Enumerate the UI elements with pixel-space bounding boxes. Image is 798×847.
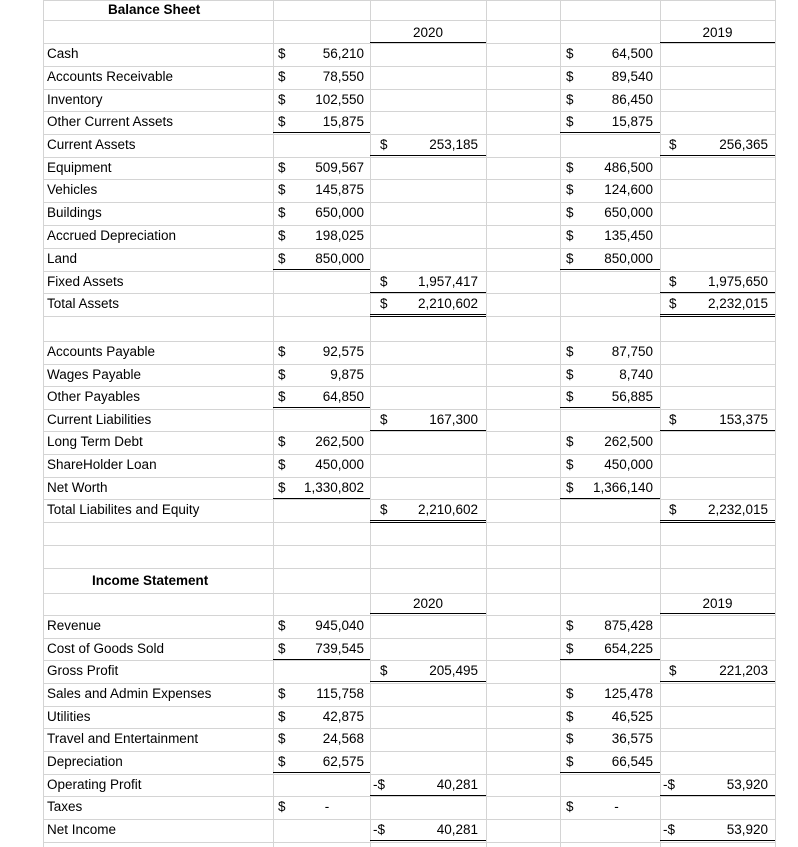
- amount-2020: 62,575: [322, 754, 364, 769]
- amount-2020: 78,550: [322, 69, 364, 84]
- underline: [273, 407, 370, 408]
- dollar-sign: -$: [373, 822, 386, 837]
- underline: [660, 681, 775, 682]
- row-label: Cost of Goods Sold: [47, 641, 165, 656]
- dollar-sign: $: [278, 618, 286, 633]
- row-label: Current Liabilities: [47, 412, 152, 427]
- dollar-sign: $: [566, 69, 574, 84]
- underline: [560, 659, 660, 660]
- dollar-sign: $: [278, 228, 286, 243]
- dollar-sign: $: [566, 641, 574, 656]
- dollar-sign: $: [566, 251, 574, 266]
- dollar-sign: $: [278, 754, 286, 769]
- row-label: Net Worth: [47, 480, 108, 495]
- total-2019: 153,375: [719, 412, 768, 427]
- dollar-sign: $: [380, 663, 388, 678]
- amount-2019: 262,500: [604, 434, 653, 449]
- amount-2019: 8,740: [619, 367, 653, 382]
- row-label: Total Assets: [47, 296, 120, 311]
- row-label: Other Payables: [47, 389, 141, 404]
- amount-2019: 654,225: [604, 641, 653, 656]
- row-label: Wages Payable: [47, 367, 142, 382]
- income-year-2019: 2019: [702, 596, 733, 611]
- gridline: [560, 0, 561, 847]
- total-2020: 40,281: [436, 777, 478, 792]
- total-2020: 1,957,417: [417, 274, 478, 289]
- amount-2020: 115,758: [316, 686, 364, 701]
- dollar-sign: $: [669, 296, 677, 311]
- dollar-sign: $: [669, 137, 677, 152]
- gridline: [43, 431, 775, 432]
- double-underline: [370, 520, 486, 523]
- amount-2019: 875,428: [604, 618, 653, 633]
- row-label: Accounts Receivable: [47, 69, 174, 84]
- gridline: [43, 20, 775, 21]
- amount-2019: 86,450: [611, 92, 653, 107]
- gridline: [43, 179, 775, 180]
- gridline: [43, 477, 775, 478]
- amount-2020: 198,025: [315, 228, 364, 243]
- dollar-sign: -$: [663, 777, 676, 792]
- dollar-sign: $: [380, 274, 388, 289]
- total-2020: 205,495: [429, 663, 478, 678]
- amount-2020: 1,330,802: [303, 480, 364, 495]
- dollar-sign: $: [278, 114, 286, 129]
- row-label: Taxes: [47, 799, 83, 814]
- row-label: Utilities: [47, 709, 91, 724]
- row-label: Fixed Assets: [47, 274, 124, 289]
- dollar-sign: $: [380, 296, 388, 311]
- row-label: Accrued Depreciation: [47, 228, 177, 243]
- gridline: [43, 248, 775, 249]
- underline: [560, 498, 660, 499]
- dollar-sign: $: [566, 367, 574, 382]
- underline: [660, 42, 775, 43]
- row-label: Land: [47, 251, 78, 266]
- row-label: Long Term Debt: [47, 434, 143, 449]
- gridline: [370, 0, 371, 847]
- row-label: Accounts Payable: [47, 344, 156, 359]
- dollar-sign: $: [278, 46, 286, 61]
- underline: [273, 498, 370, 499]
- amount-2019: 66,545: [611, 754, 653, 769]
- total-2019: 221,203: [719, 663, 768, 678]
- dollar-sign: $: [566, 457, 574, 472]
- dollar-sign: $: [566, 686, 574, 701]
- amount-2020: 450,000: [315, 457, 364, 472]
- total-2019: 1,975,650: [707, 274, 768, 289]
- underline: [273, 132, 370, 133]
- amount-2019: 124,600: [604, 182, 653, 197]
- amount-2020: 42,875: [322, 709, 364, 724]
- income-year-2020: 2020: [412, 596, 444, 611]
- total-2019: 256,365: [719, 137, 768, 152]
- dollar-sign: $: [566, 228, 574, 243]
- underline: [273, 659, 370, 660]
- dollar-sign: $: [566, 709, 574, 724]
- dollar-sign: $: [566, 799, 574, 814]
- underline: [370, 795, 486, 796]
- dollar-sign: $: [566, 114, 574, 129]
- underline: [560, 772, 660, 773]
- underline: [370, 42, 486, 43]
- underline: [370, 840, 486, 841]
- gridline: [43, 89, 775, 90]
- gridline: [43, 386, 775, 387]
- dollar-sign: $: [278, 641, 286, 656]
- dollar-sign: $: [278, 434, 286, 449]
- dollar-sign: $: [278, 251, 286, 266]
- dollar-sign: $: [278, 480, 286, 495]
- underline: [370, 681, 486, 682]
- underline: [560, 132, 660, 133]
- dollar-sign: -$: [373, 777, 386, 792]
- dollar-sign: $: [278, 344, 286, 359]
- dollar-sign: $: [566, 389, 574, 404]
- row-label: Cash: [47, 46, 79, 61]
- balance-sheet-title: Balance Sheet: [108, 2, 201, 17]
- gridline: [43, 706, 775, 707]
- underline: [560, 269, 660, 270]
- dollar-sign: $: [380, 137, 388, 152]
- amount-2020: 945,040: [315, 618, 364, 633]
- amount-2019: 89,540: [611, 69, 653, 84]
- gridline: [775, 0, 776, 847]
- amount-2019: 135,450: [604, 228, 653, 243]
- amount-2020: 15,875: [322, 114, 364, 129]
- amount-2019: 64,500: [611, 46, 653, 61]
- amount-2020: 650,000: [315, 205, 364, 220]
- amount-2020: 145,875: [315, 182, 364, 197]
- amount-2019: 46,525: [611, 709, 653, 724]
- total-2020: 2,210,602: [417, 296, 478, 311]
- dollar-sign: $: [278, 709, 286, 724]
- dollar-sign: $: [669, 412, 677, 427]
- double-underline: [660, 520, 775, 523]
- amount-2020: 102,550: [315, 92, 364, 107]
- total-2019: 53,920: [726, 777, 768, 792]
- total-2020: 167,300: [429, 412, 478, 427]
- gridline: [43, 751, 775, 752]
- underline: [370, 613, 486, 614]
- dollar-sign: $: [566, 754, 574, 769]
- dollar-sign: $: [278, 686, 286, 701]
- amount-2019: 450,000: [604, 457, 653, 472]
- row-label: Other Current Assets: [47, 114, 174, 129]
- gridline: [43, 796, 775, 797]
- amount-2019: 36,575: [611, 731, 653, 746]
- amount-2019: 850,000: [604, 251, 653, 266]
- underline: [660, 613, 775, 614]
- dollar-sign: $: [380, 412, 388, 427]
- dollar-sign: $: [278, 205, 286, 220]
- amount-2020: 9,875: [330, 367, 364, 382]
- dollar-sign: $: [566, 182, 574, 197]
- row-label: Operating Profit: [47, 777, 142, 792]
- amount-2020: -: [324, 799, 330, 814]
- dollar-sign: $: [669, 502, 677, 517]
- underline: [660, 155, 775, 156]
- row-label: Vehicles: [47, 182, 98, 197]
- dollar-sign: $: [566, 46, 574, 61]
- dollar-sign: $: [566, 92, 574, 107]
- row-label: Gross Profit: [47, 663, 119, 678]
- amount-2020: 262,500: [315, 434, 364, 449]
- dollar-sign: $: [566, 205, 574, 220]
- dollar-sign: $: [566, 160, 574, 175]
- dollar-sign: $: [566, 618, 574, 633]
- underline: [273, 772, 370, 773]
- amount-2020: 64,850: [322, 389, 364, 404]
- amount-2020: 850,000: [315, 251, 364, 266]
- dollar-sign: $: [278, 389, 286, 404]
- amount-2020: 56,210: [322, 46, 364, 61]
- row-label: Travel and Entertainment: [47, 731, 199, 746]
- amount-2019: 87,750: [611, 344, 653, 359]
- row-label: Inventory: [47, 92, 103, 107]
- dollar-sign: $: [278, 367, 286, 382]
- underline: [660, 430, 775, 431]
- dollar-sign: $: [278, 457, 286, 472]
- amount-2020: 92,575: [322, 344, 364, 359]
- dollar-sign: $: [566, 480, 574, 495]
- underline: [560, 407, 660, 408]
- amount-2019: 56,885: [611, 389, 653, 404]
- dollar-sign: $: [278, 799, 286, 814]
- amount-2020: 24,568: [322, 731, 364, 746]
- dollar-sign: $: [669, 274, 677, 289]
- underline: [660, 840, 775, 841]
- gridline: [660, 0, 661, 847]
- gridline: [43, 157, 775, 158]
- dollar-sign: $: [669, 663, 677, 678]
- double-underline: [660, 314, 775, 317]
- row-label: Sales and Admin Expenses: [47, 686, 212, 701]
- dollar-sign: $: [278, 731, 286, 746]
- row-label: Buildings: [47, 205, 102, 220]
- dollar-sign: $: [278, 69, 286, 84]
- total-2019: 2,232,015: [707, 296, 768, 311]
- gridline: [43, 568, 775, 569]
- total-2019: 2,232,015: [707, 502, 768, 517]
- row-label: ShareHolder Loan: [47, 457, 157, 472]
- row-label: Current Assets: [47, 137, 136, 152]
- underline: [660, 795, 775, 796]
- gridline: [43, 0, 44, 847]
- row-label: Equipment: [47, 160, 112, 175]
- amount-2019: 15,875: [611, 114, 653, 129]
- row-label: Total Liabilites and Equity: [47, 502, 200, 517]
- gridline: [273, 0, 274, 847]
- dollar-sign: $: [566, 344, 574, 359]
- gridline: [43, 615, 775, 616]
- dollar-sign: -$: [663, 822, 676, 837]
- amount-2020: 509,567: [315, 160, 364, 175]
- row-label: Net Income: [47, 822, 117, 837]
- gridline: [43, 545, 775, 546]
- underline: [273, 269, 370, 270]
- dollar-sign: $: [566, 434, 574, 449]
- dollar-sign: $: [278, 92, 286, 107]
- total-2020: 253,185: [429, 137, 478, 152]
- gridline: [43, 364, 775, 365]
- amount-2019: 486,500: [604, 160, 653, 175]
- total-2019: 53,920: [726, 822, 768, 837]
- dollar-sign: $: [566, 731, 574, 746]
- total-2020: 40,281: [436, 822, 478, 837]
- income-statement-title: Income Statement: [92, 573, 209, 588]
- double-underline: [370, 314, 486, 317]
- row-label: Depreciation: [47, 754, 123, 769]
- balance-year-2019: 2019: [702, 25, 733, 40]
- total-2020: 2,210,602: [417, 502, 478, 517]
- underline: [370, 155, 486, 156]
- dollar-sign: $: [380, 502, 388, 517]
- dollar-sign: $: [278, 160, 286, 175]
- dollar-sign: $: [278, 182, 286, 197]
- underline: [370, 430, 486, 431]
- gridline: [43, 842, 775, 843]
- balance-year-2020: 2020: [412, 25, 444, 40]
- amount-2019: -: [614, 799, 619, 814]
- amount-2019: 1,366,140: [592, 480, 653, 495]
- amount-2020: 739,545: [315, 641, 364, 656]
- gridline: [486, 0, 487, 847]
- amount-2019: 125,478: [604, 686, 653, 701]
- gridline: [43, 202, 775, 203]
- amount-2019: 650,000: [604, 205, 653, 220]
- row-label: Revenue: [47, 618, 102, 633]
